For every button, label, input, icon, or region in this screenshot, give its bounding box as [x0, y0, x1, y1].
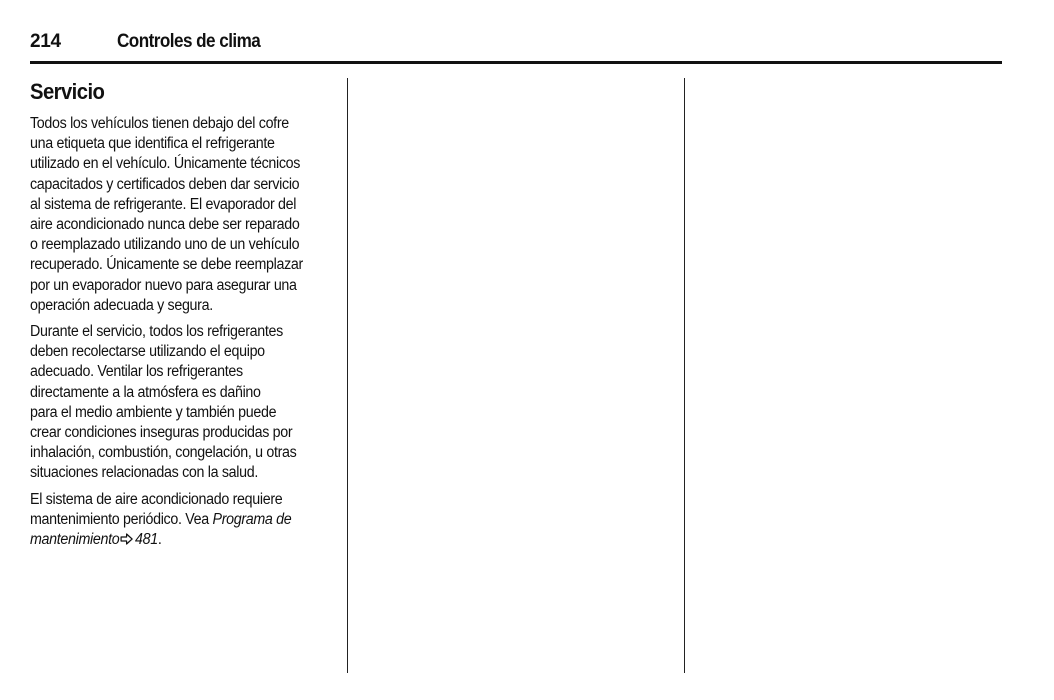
column-divider-right [684, 78, 685, 673]
column-divider-left [347, 78, 348, 673]
page-reference-arrow-icon [120, 533, 133, 545]
paragraph-2: Durante el servicio, todos los refrigerantes deben recolectarse utilizando el equipo adecuado. Ventilar los refrigerantes directamente a la atmósfera es dañino para el medio ambiente y también puede crear condiciones inseguras producidas por inhalación, combustión, congelación, u otras situaciones relacionadas con la salud. [30, 323, 297, 482]
header-rule [30, 61, 1002, 64]
paragraph-3-lead: El sistema de aire acondicionado requiere mantenimiento periódico. Vea [30, 490, 283, 528]
paragraph-3-end: . [157, 531, 162, 549]
running-title: Controles de clima [117, 31, 261, 52]
paragraph-3 [30, 490, 330, 551]
xref-title-line1[interactable]: Programa de [212, 510, 292, 528]
page-number: 214 [30, 31, 61, 52]
xref-page-number[interactable]: 481 [134, 531, 158, 549]
left-column [30, 78, 330, 556]
section-heading: Servicio [30, 79, 105, 104]
page-header [30, 30, 1002, 56]
xref-title-line2[interactable]: mantenimiento [30, 531, 120, 549]
paragraph-1: Todos los vehículos tienen debajo del cofre una etiqueta que identifica el refrigerante utilizado en el vehículo. Únicamente técnicos capacitados y certificados deben dar servicio al sistema de refrigerante. El evaporador del aire acondicionado nunca debe ser reparado o reemplazado utilizando uno de un vehículo recuperado. Únicamente se debe reemplazar por un evaporador nuevo para asegurar una operación adecuada y segura. [30, 115, 303, 314]
